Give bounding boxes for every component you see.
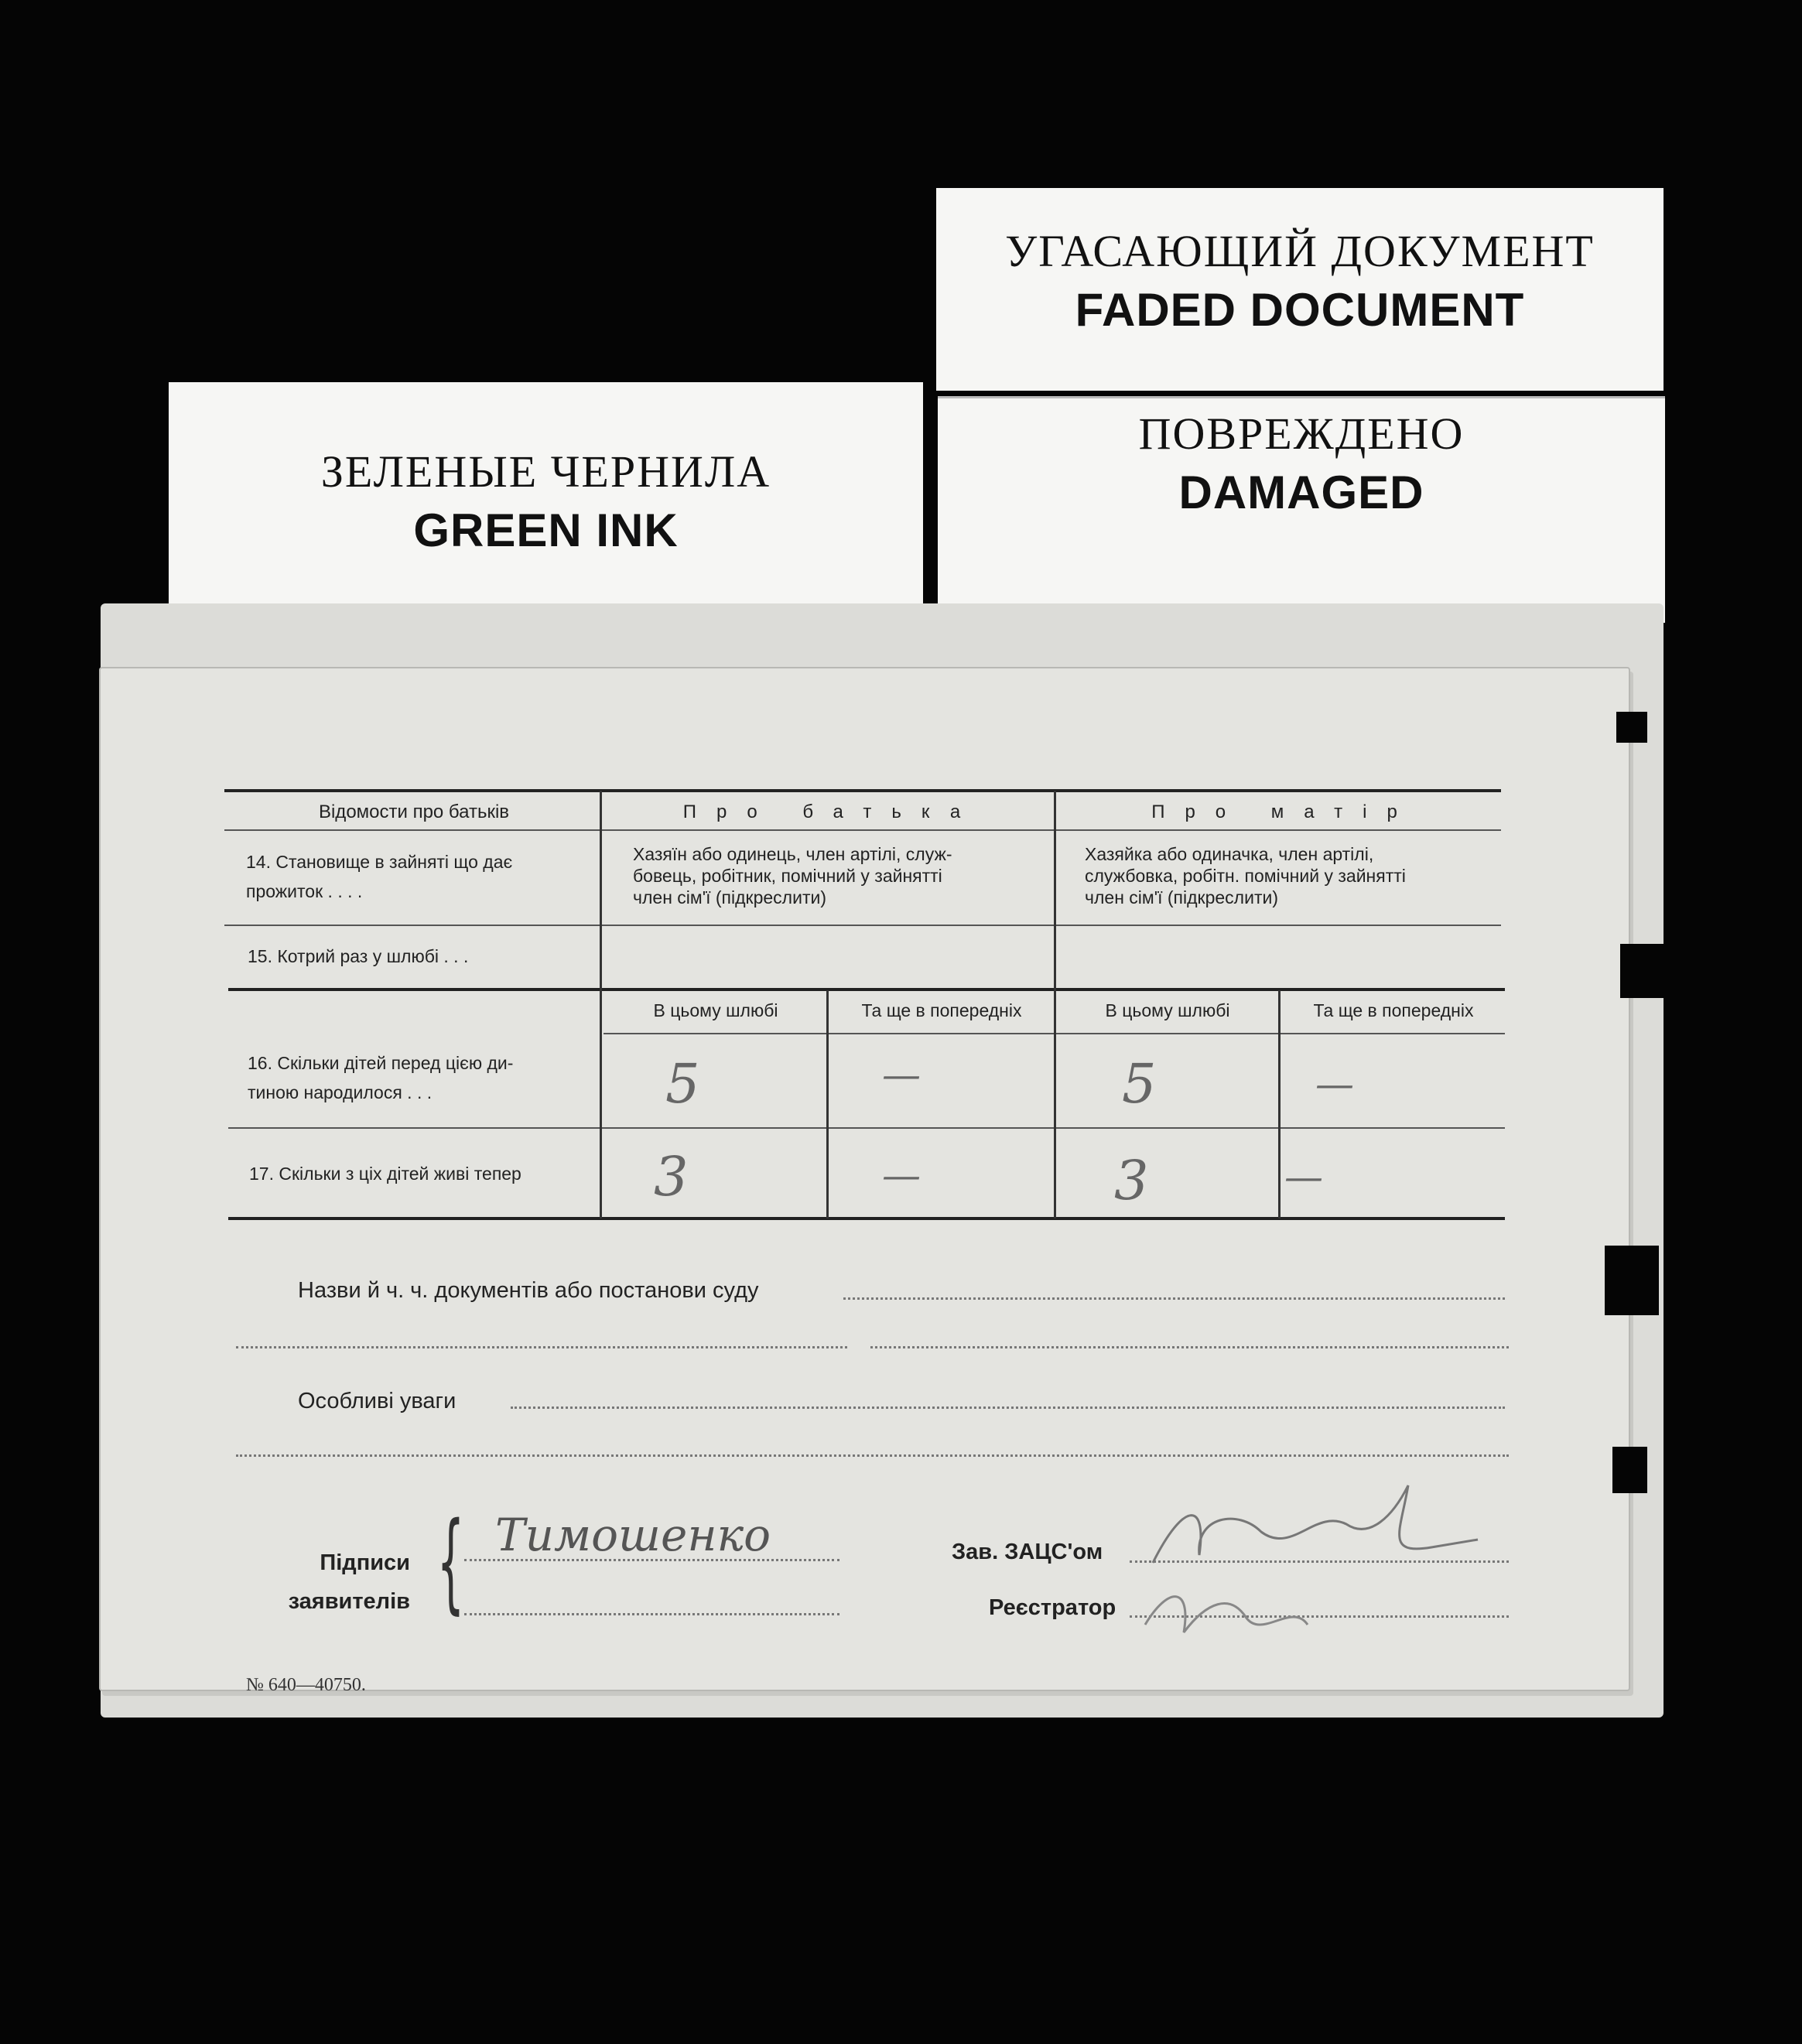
row14-father [633, 843, 1051, 908]
mother-subdivider [1278, 990, 1281, 1219]
father-prev-header: Та ще в попередніх [861, 1000, 1022, 1020]
docs-line-2b [870, 1346, 1509, 1348]
applicants-label [286, 1543, 410, 1621]
damaged-label [938, 396, 1665, 623]
row14-mother-line2: службовка, робітн. помічний у зайнятті [1085, 866, 1406, 886]
torn-edge-3 [1605, 1246, 1659, 1315]
applicant-sign-line-2 [464, 1613, 839, 1615]
row14-father-line2: бовець, робітник, помічний у зайнятті [633, 866, 942, 886]
row16-rule [228, 1127, 1505, 1129]
row17-father-this: 3 [654, 1145, 689, 1208]
torn-edge-1 [1616, 712, 1647, 743]
row15-rule [228, 988, 1505, 991]
table-top-rule [224, 789, 1501, 792]
row14-mother [1085, 843, 1503, 908]
row14-mother-line1: Хазяйка або одиначка, член артілі, [1085, 844, 1374, 864]
row17-mother-prev: — [1284, 1154, 1323, 1199]
row14-father-line1: Хазяїн або одинець, член артілі, служ- [633, 844, 952, 864]
damaged-label-en: DAMAGED [1178, 467, 1424, 518]
applicant-sign-line-1 [464, 1559, 839, 1561]
row14-label-line2: прожиток . . . . [246, 881, 363, 901]
row16-mother-this: 5 [1122, 1052, 1157, 1116]
faded-document-label [936, 188, 1664, 391]
row16-father-this: 5 [665, 1052, 700, 1116]
green-ink-label [169, 382, 923, 630]
green-ink-label-en: GREEN INK [413, 504, 679, 556]
row17-father-prev: — [882, 1153, 921, 1198]
applicants-label-line2: заявителів [288, 1589, 410, 1614]
torn-edge-4 [1612, 1447, 1647, 1493]
head-label: Зав. ЗАЦС'ом [952, 1540, 1103, 1564]
row14-label-line1: 14. Становище в зайняті що дає [246, 852, 513, 872]
docs-line-1 [843, 1297, 1505, 1300]
torn-edge-2 [1620, 944, 1667, 998]
row16-father-prev: — [882, 1052, 921, 1097]
mother-header: Про матір [1151, 802, 1417, 822]
row17-label: 17. Скільки з ціх дітей живі тепер [249, 1164, 521, 1184]
remarks-label: Особливі уваги [298, 1389, 456, 1413]
green-ink-label-ru: ЗЕЛЕНЫЕ ЧЕРНИЛА [320, 446, 771, 497]
father-header: Про батька [682, 802, 981, 822]
registrar-label: Реєстратор [989, 1595, 1116, 1620]
damaged-label-ru: ПОВРЕЖДЕНО [1138, 408, 1465, 459]
row16-label-line2: тиною народилося . . . [248, 1082, 433, 1102]
row16-mother-prev: — [1315, 1061, 1354, 1106]
mother-prev-header: Та ще в попередніх [1313, 1000, 1474, 1020]
official-signatures [1137, 1470, 1486, 1663]
col-divider-mid [1054, 791, 1056, 1219]
signature-brace: { [436, 1499, 465, 1625]
mother-this-header: В цьому шлюбі [1105, 1000, 1230, 1020]
remarks-line-2 [236, 1454, 1509, 1457]
col-divider-left [600, 791, 602, 1219]
row14-mother-line3: член сім'ї (підкреслити) [1085, 887, 1278, 907]
faded-label-en: FADED DOCUMENT [1075, 284, 1525, 336]
docs-label: Назви й ч. ч. документів або постанови суду [298, 1278, 759, 1303]
remarks-line-1 [511, 1407, 1505, 1409]
father-this-header: В цьому шлюбі [653, 1000, 778, 1020]
row16-label-line1: 16. Скільки дітей перед цією ди- [248, 1053, 514, 1073]
row14-rule [224, 925, 1501, 926]
header-rule [224, 829, 1501, 831]
faded-label-ru: УГАСАЮЩИЙ ДОКУМЕНТ [1005, 226, 1595, 276]
row16-label [248, 1052, 596, 1103]
applicants-label-line1: Підписи [320, 1550, 410, 1575]
father-subdivider [826, 990, 829, 1219]
docs-line-2a [236, 1346, 847, 1348]
applicant-signature: Тимошенко [495, 1509, 771, 1561]
col-header-parents: Відомости про батьків [318, 802, 510, 822]
form-number: № 640—40750. [246, 1675, 366, 1695]
table-bottom-rule [228, 1217, 1505, 1220]
row15-label: 15. Котрий раз у шлюбі . . . [248, 946, 469, 966]
row14-label [246, 851, 594, 902]
row17-mother-this: 3 [1114, 1149, 1149, 1212]
row14-father-line3: член сім'ї (підкреслити) [633, 887, 826, 907]
